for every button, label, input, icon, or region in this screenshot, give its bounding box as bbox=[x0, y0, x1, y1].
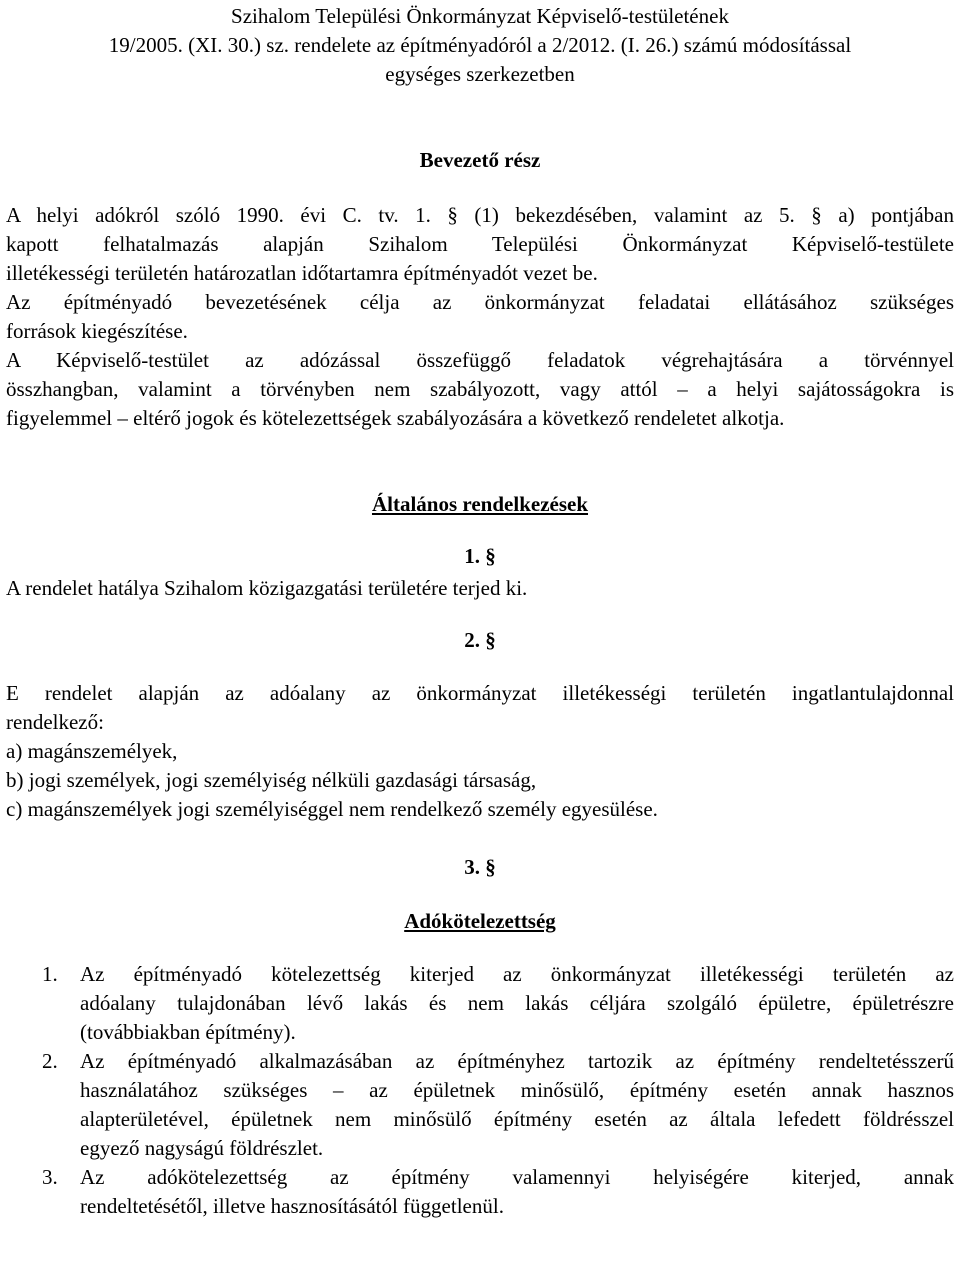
section-2-item-a: a) magánszemélyek, bbox=[6, 739, 178, 763]
intro-p3-line-2: összhangban, valamint a törvényben nem szabályozott, vagy attól – a helyi sajátosságokra is bbox=[6, 377, 954, 401]
list-number: 2. bbox=[42, 1049, 58, 1073]
list-item-line: adóalany tulajdonában lévő lakás és nem lakás céljára szolgáló épületre, épületrészre bbox=[80, 991, 954, 1015]
list-number: 1. bbox=[42, 962, 58, 986]
section-2-item-b: b) jogi személyek, jogi személyiség nélküli gazdasági társaság, bbox=[6, 768, 537, 792]
obligation-item-3 bbox=[6, 1163, 954, 1221]
section-1-text: A rendelet hatálya Szihalom közigazgatási területére terjed ki. bbox=[6, 576, 528, 600]
general-heading: Általános rendelkezések bbox=[371, 492, 589, 516]
section-2-number: 2. § bbox=[464, 628, 496, 652]
list-item-line: alapterületével, épületnek nem minősülő építmény esetén az általa lefedett földrésszel bbox=[80, 1107, 954, 1131]
intro-p2-line-2: források kiegészítése. bbox=[6, 319, 188, 343]
obligation-item-1 bbox=[6, 960, 954, 1047]
intro-paragraph-1 bbox=[6, 201, 954, 288]
list-item-line: Az adókötelezettség az építmény valamennyi helyiségére kiterjed, annak bbox=[80, 1165, 954, 1189]
intro-p2-line-1: Az építményadó bevezetésének célja az önkormányzat feladatai ellátásához szükséges bbox=[6, 290, 954, 314]
list-item-line: használatához szükséges – az épületnek minősülő, építmény esetén annak hasznos bbox=[80, 1078, 954, 1102]
obligation-list bbox=[6, 960, 954, 1221]
title-line-2: 19/2005. (XI. 30.) sz. rendelete az építményadóról a 2/2012. (I. 26.) számú módosítással bbox=[108, 33, 852, 57]
document-title bbox=[6, 0, 954, 89]
list-item-line: (továbbiakban építmény). bbox=[80, 1020, 296, 1044]
intro-p1-line-2: kapott felhatalmazás alapján Szihalom Települési Önkormányzat Képviselő-testülete bbox=[6, 232, 954, 256]
section-2-line-2: rendelkező: bbox=[6, 710, 104, 734]
section-2-item-c: c) magánszemélyek jogi személyiséggel nem rendelkező személy egyesülése. bbox=[6, 797, 658, 821]
list-item-line: Az építményadó kötelezettség kiterjed az önkormányzat illetékességi területén az bbox=[80, 962, 954, 986]
list-item-line: Az építményadó alkalmazásában az építményhez tartozik az építmény rendeltetésszerű bbox=[80, 1049, 954, 1073]
intro-p1-line-3: illetékességi területén határozatlan időtartamra építményadót vezet be. bbox=[6, 261, 598, 285]
section-1-number: 1. § bbox=[464, 544, 496, 568]
list-number: 3. bbox=[42, 1165, 58, 1189]
intro-p1-line-1: A helyi adókról szóló 1990. évi C. tv. 1. § (1) bekezdésében, valamint az 5. § a) pontjában bbox=[6, 203, 954, 227]
intro-p3-line-1: A Képviselő-testület az adózással összefüggő feladatok végrehajtására a törvénnyel bbox=[6, 348, 954, 372]
list-item-line: rendeltetésétől, illetve hasznosításától függetlenül. bbox=[80, 1194, 504, 1218]
title-line-3: egységes szerkezetben bbox=[385, 62, 575, 86]
intro-p3-line-3: figyelemmel – eltérő jogok és kötelezettségek szabályozására a következő rendeletet alkotja. bbox=[6, 406, 785, 430]
section-2-line-1: E rendelet alapján az adóalany az önkormányzat illetékességi területén ingatlantulajdonnal bbox=[6, 681, 954, 705]
list-item-line: egyező nagyságú földrészlet. bbox=[80, 1136, 324, 1160]
obligation-heading: Adókötelezettség bbox=[404, 909, 556, 933]
title-line-1: Szihalom Települési Önkormányzat Képviselő-testületének bbox=[231, 4, 729, 28]
obligation-item-2 bbox=[6, 1047, 954, 1163]
intro-heading: Bevezető rész bbox=[419, 148, 541, 172]
section-3-number: 3. § bbox=[464, 855, 496, 879]
intro-paragraph-2 bbox=[6, 288, 954, 346]
section-2-paragraph bbox=[6, 679, 954, 824]
intro-paragraph-3 bbox=[6, 346, 954, 433]
